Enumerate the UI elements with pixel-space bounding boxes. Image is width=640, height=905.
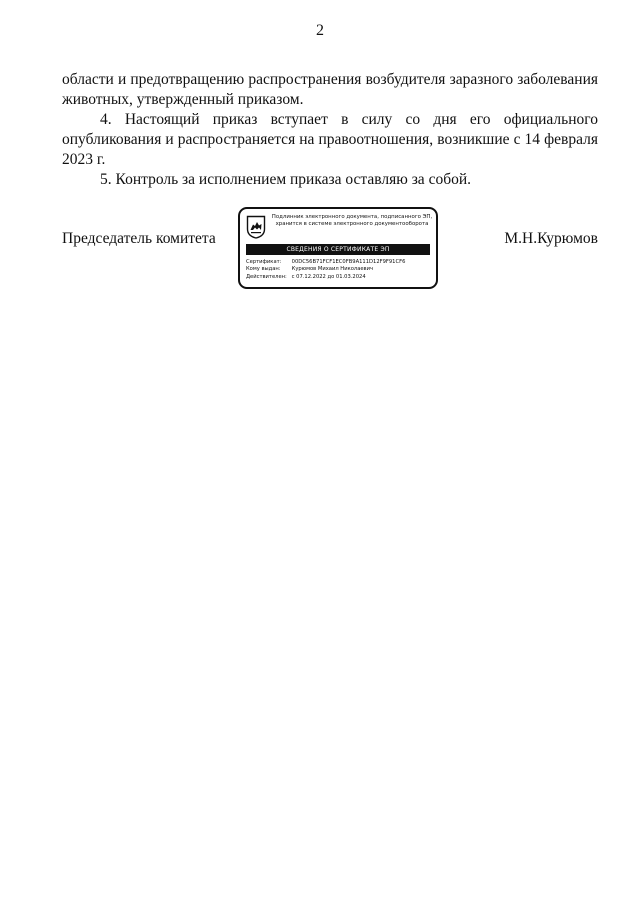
paragraph-continuation (62, 70, 598, 110)
certificate-value: 00DC56B71FCF1EC0FB9A111D12F9F91CF6 (291, 259, 406, 265)
validity-row (246, 274, 405, 281)
signatory-name: М.Н.Курюмов (504, 230, 598, 247)
document-body (62, 70, 598, 190)
text-line: области и предотвращению распространения возбудителя заразного заболевания (62, 71, 598, 88)
paragraph-item-4 (62, 110, 598, 170)
text-line: 5. Контроль за исполнением приказа оставляю за собой. (100, 171, 472, 188)
certificate-row (246, 259, 405, 266)
coat-of-arms-icon (246, 215, 266, 239)
certificate-details (246, 259, 405, 281)
issued-to-row (246, 266, 405, 273)
stamp-header-line: Подлинник электронного документа, подписанного ЭП, (271, 214, 433, 220)
text-line: животных, утвержденный приказом. (62, 91, 304, 108)
validity-value: с 07.12.2022 до 01.03.2024 (291, 273, 366, 280)
stamp-header (270, 214, 434, 228)
signatory-title: Председатель комитета (62, 230, 216, 247)
certificate-label: Сертификат: (246, 259, 282, 265)
text-line: опубликования и распространяется на правоотношения, возникшие с 14 февраля (62, 131, 598, 148)
text-line: 2023 г. (62, 151, 106, 168)
issued-to-label: Кому выдан: (246, 266, 281, 273)
page-number: 2 (316, 22, 324, 39)
validity-label: Действителен: (246, 273, 287, 280)
issued-to-value: Курюмов Михаил Николаевич (291, 266, 374, 273)
electronic-signature-stamp (238, 207, 438, 289)
stamp-banner: СВЕДЕНИЯ О СЕРТИФИКАТЕ ЭП (246, 244, 430, 255)
text-line: 4. Настоящий приказ вступает в силу со дня его официального (100, 111, 598, 128)
stamp-header-line: хранится в системе электронного документооборота (275, 221, 429, 227)
paragraph-item-5 (62, 170, 598, 190)
